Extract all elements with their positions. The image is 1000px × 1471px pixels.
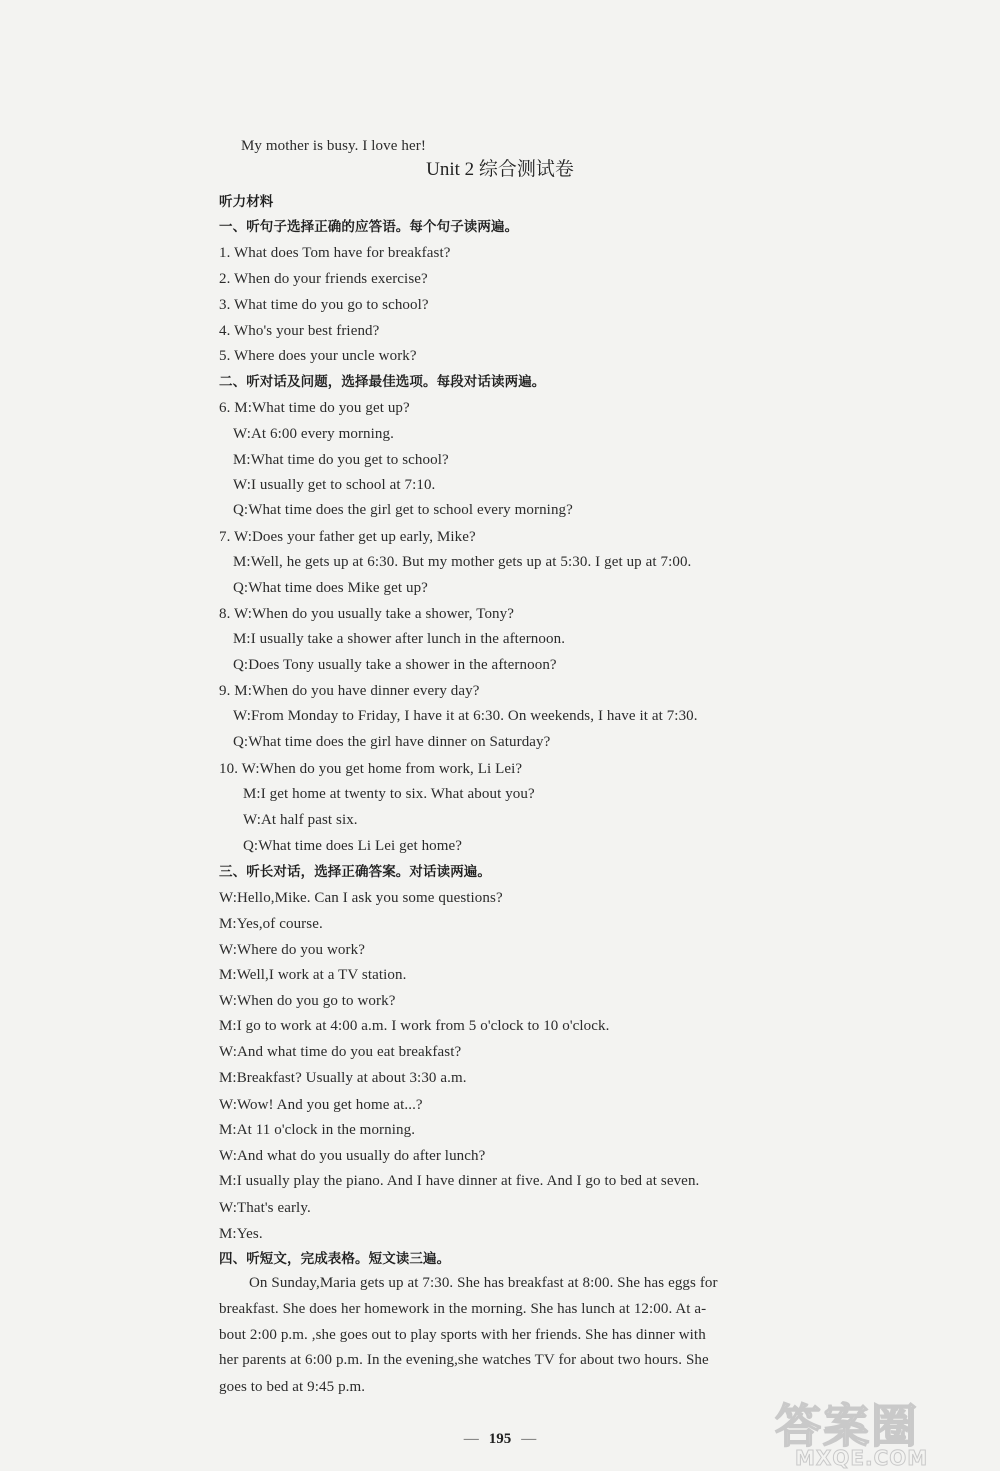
- section2-line: Q:What time does Li Lei get home?: [243, 838, 463, 854]
- section2-line: 8. W:When do you usually take a shower, Tony?: [219, 606, 515, 622]
- section3-line: W:When do you go to work?: [219, 993, 396, 1009]
- section2-line: M:I usually take a shower after lunch in the afternoon.: [233, 631, 566, 647]
- section2-line: M:Well, he gets up at 6:30. But my mother gets up at 5:30. I get up at 7:00.: [233, 554, 692, 570]
- section3-line: M:At 11 o'clock in the morning.: [219, 1122, 416, 1138]
- section1-line: 1. What does Tom have for breakfast?: [219, 245, 451, 261]
- section4-heading: 四、听短文，完成表格。短文读三遍。: [219, 1251, 451, 1267]
- section2-line: 7. W:Does your father get up early, Mike?: [219, 529, 476, 545]
- section3-line: M:I usually play the piano. And I have dinner at five. And I go to bed at seven.: [219, 1173, 700, 1189]
- section3-line: W:That's early.: [219, 1200, 311, 1216]
- page-number-dash-right: —: [521, 1431, 537, 1447]
- section2-line: W:At 6:00 every morning.: [233, 426, 394, 442]
- section4-line: breakfast. She does her homework in the morning. She has lunch at 12:00. At a-: [219, 1301, 707, 1317]
- section2-line: W:At half past six.: [243, 812, 358, 828]
- section3-line: M:Well,I work at a TV station.: [219, 967, 407, 983]
- section2-line: M:What time do you get to school?: [233, 452, 449, 468]
- section2-heading: 二、听对话及问题，选择最佳选项。每段对话读两遍。: [219, 374, 546, 390]
- section3-line: W:And what time do you eat breakfast?: [219, 1044, 462, 1060]
- section2-line: 6. M:What time do you get up?: [219, 400, 410, 416]
- section4-line: goes to bed at 9:45 p.m.: [219, 1379, 366, 1395]
- page-title: Unit 2 综合测试卷: [426, 159, 574, 180]
- section3-line: W:Wow! And you get home at...?: [219, 1097, 423, 1113]
- page-number-dash-left: —: [463, 1431, 479, 1447]
- section3-line: M:I go to work at 4:00 a.m. I work from 5 o'clock to 10 o'clock.: [219, 1018, 610, 1034]
- site-watermark: [775, 1390, 995, 1470]
- section1-line: 3. What time do you go to school?: [219, 297, 429, 313]
- section2-line: 10. W:When do you get home from work, Li Lei?: [219, 761, 523, 777]
- section2-line: Q:What time does Mike get up?: [233, 580, 428, 596]
- section1-line: 4. Who's your best friend?: [219, 323, 380, 339]
- section4-line: On Sunday,Maria gets up at 7:30. She has breakfast at 8:00. She has eggs for: [249, 1275, 718, 1291]
- watermark-logo-text: 答案圈: [775, 1399, 919, 1453]
- section3-line: M:Yes.: [219, 1226, 263, 1242]
- section3-line: W:Where do you work?: [219, 942, 365, 958]
- listening-label: 听力材料: [219, 194, 274, 210]
- intro-line: My mother is busy. I love her!: [241, 138, 426, 154]
- section3-line: M:Breakfast? Usually at about 3:30 a.m.: [219, 1070, 467, 1086]
- section4-line: bout 2:00 p.m. ,she goes out to play sports with her friends. She has dinner with: [219, 1327, 706, 1343]
- section1-line: 5. Where does your uncle work?: [219, 348, 417, 364]
- section2-line: W:I usually get to school at 7:10.: [233, 477, 436, 493]
- section2-line: W:From Monday to Friday, I have it at 6:30. On weekends, I have it at 7:30.: [233, 708, 698, 724]
- section2-line: 9. M:When do you have dinner every day?: [219, 683, 480, 699]
- section2-line: Q:What time does the girl get to school every morning?: [233, 502, 573, 518]
- section3-line: W:Hello,Mike. Can I ask you some questions?: [219, 890, 503, 906]
- page-number-value: 195: [488, 1431, 512, 1447]
- section3-line: M:Yes,of course.: [219, 916, 323, 932]
- section3-line: W:And what do you usually do after lunch?: [219, 1148, 486, 1164]
- section2-line: Q:What time does the girl have dinner on Saturday?: [233, 734, 551, 750]
- section2-line: M:I get home at twenty to six. What about you?: [243, 786, 535, 802]
- section2-line: Q:Does Tony usually take a shower in the afternoon?: [233, 657, 557, 673]
- section1-heading: 一、听句子选择正确的应答语。每个句子读两遍。: [219, 219, 519, 235]
- section4-line: her parents at 6:00 p.m. In the evening,she watches TV for about two hours. She: [219, 1352, 709, 1368]
- watermark-url-text: MXQE.COM: [795, 1446, 929, 1470]
- section1-line: 2. When do your friends exercise?: [219, 271, 428, 287]
- section3-heading: 三、听长对话，选择正确答案。对话读两遍。: [219, 864, 491, 880]
